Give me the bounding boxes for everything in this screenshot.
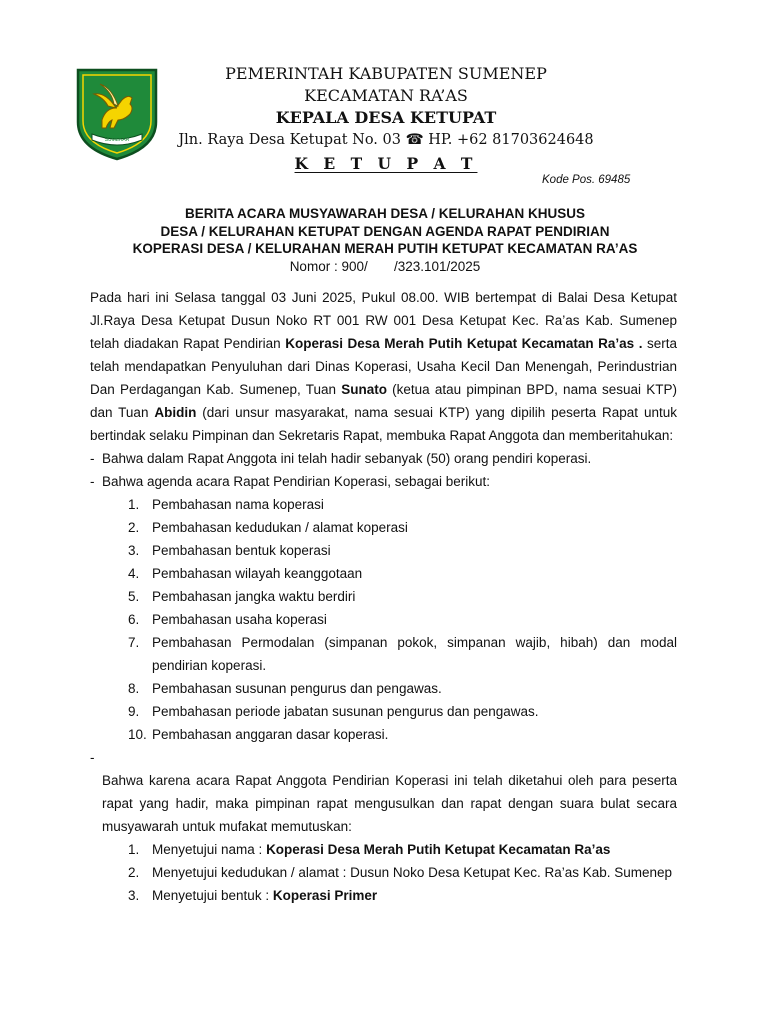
list-item [90, 608, 677, 631]
item-number: 7. [128, 635, 140, 650]
item-text: Pembahasan periode jabatan susunan pengurus dan pengawas. [152, 704, 539, 719]
item-text: Pembahasan wilayah keanggotaan [152, 566, 363, 581]
document-title [70, 205, 700, 276]
attendance-text: Bahwa dalam Rapat Anggota ini telah hadir sebanyak (50) orang pendiri koperasi. [102, 451, 592, 466]
item-number: 9. [128, 704, 140, 719]
item-number: 1. [128, 497, 140, 512]
list-item [90, 585, 677, 608]
item-number: 1. [128, 842, 140, 857]
chairman-name: Sunato [341, 382, 387, 397]
item-number: 3. [128, 543, 140, 558]
opening-text-c: serta telah mendapatkan Penyuluhan dari Dinas Koperasi, Usaha Kecil Dan Menengah, Perindustrian Dan Perdagangan Kab. Sumenep, Tuan [90, 336, 678, 397]
agenda-list [90, 493, 677, 746]
item-text: Pembahasan kedudukan / alamat koperasi [152, 520, 408, 535]
list-item [90, 884, 677, 907]
decision-value: Koperasi Primer [272, 888, 378, 903]
letterhead-address: Jln. Raya Desa Ketupat No. 03 ☎ HP. +62 81703624648 [178, 132, 594, 148]
title-line-2: DESA / KELURAHAN KETUPAT DENGAN AGENDA RAPAT PENDIRIAN [160, 223, 610, 239]
postal-code: Kode Pos. 69485 [542, 174, 631, 186]
secretary-name: Abidin [154, 405, 197, 420]
decision-list [90, 838, 677, 907]
list-item [90, 700, 677, 723]
opening-text-a: Pada hari ini Selasa tanggal 03 Juni 2025, Pukul 08.00. WIB bertempat di Balai Desa Ketupat Jl.Raya Desa Ketupat Dusun Noko RT 001 RW 001 Desa Ketupat Kec. Ra’as Kab. Sumenep telah diadakan Rapat Pendirian [90, 290, 677, 351]
letterhead-government: PEMERINTAH KABUPATEN SUMENEP [225, 64, 547, 83]
opening-text-e: (ketua atau pimpinan BPD, nama sesuai KTP) dan Tuan [90, 382, 678, 420]
item-number: 5. [128, 589, 140, 604]
document-number: Nomor : 900/ /323.101/2025 [289, 258, 481, 274]
item-text: Pembahasan anggaran dasar koperasi. [152, 727, 389, 742]
decision-label: Menyetujui nama : [152, 842, 267, 857]
list-item [90, 723, 677, 746]
item-number: 4. [128, 566, 140, 581]
item-text: Pembahasan Permodalan (simpanan pokok, simpanan wajib, hibah) dan modal pendirian koperasi. [152, 635, 677, 673]
dash-marker: - [90, 750, 95, 765]
list-item [90, 677, 677, 700]
list-item [90, 562, 677, 585]
decision-label: Menyetujui bentuk : [152, 888, 273, 903]
title-line-3: KOPERASI DESA / KELURAHAN MERAH PUTIH KETUPAT KECAMATAN RA’AS [132, 241, 638, 256]
cooperative-name: Koperasi Desa Merah Putih Ketupat Kecamatan Ra’as . [285, 336, 643, 351]
village-emblem-logo [72, 64, 162, 162]
item-number: 2. [128, 865, 140, 880]
item-text: Pembahasan jangka waktu berdiri [152, 589, 356, 604]
opening-text-g: (dari unsur masyarakat, nama sesuai KTP) yang dipilih peserta Rapat untuk bertindak selaku Pimpinan dan Sekretaris Rapat, membuka Rapat Anggota dan memberitahukan: [90, 405, 677, 443]
item-number: 2. [128, 520, 140, 535]
list-item [90, 838, 677, 861]
list-item [90, 631, 677, 677]
item-number: 8. [128, 681, 140, 696]
item-text: Pembahasan bentuk koperasi [152, 543, 331, 558]
item-number: 6. [128, 612, 140, 627]
dash-marker: - [90, 474, 95, 489]
bullet-agenda [90, 470, 677, 493]
opening-paragraph [90, 286, 677, 447]
item-text: Pembahasan usaha koperasi [152, 612, 327, 627]
bullet-decision [90, 746, 677, 769]
item-number: 10. [128, 727, 147, 742]
document-body [90, 286, 677, 907]
decision-value: Koperasi Desa Merah Putih Ketupat Kecamatan Ra’as [266, 842, 611, 857]
item-text: Pembahasan susunan pengurus dan pengawas. [152, 681, 442, 696]
dash-marker: - [90, 451, 95, 466]
list-item [90, 861, 677, 884]
list-item [90, 516, 677, 539]
decision-label: Menyetujui kedudukan / alamat : Dusun Noko Desa Ketupat Kec. Ra’as Kab. Sumenep [152, 865, 673, 880]
letterhead-office: KEPALA DESA KETUPAT [275, 108, 497, 127]
list-item [90, 493, 677, 516]
decision-intro: Bahwa karena acara Rapat Anggota Pendirian Koperasi ini telah diketahui oleh para peserta rapat yang hadir, maka pimpinan rapat mengusulkan dan rapat dengan suara bulat secara musyawarah untuk mufakat memutuskan: [102, 773, 677, 834]
title-line-1: BERITA ACARA MUSYAWARAH DESA / KELURAHAN KHUSUS [184, 206, 586, 221]
letterhead [168, 62, 604, 177]
bullet-attendance [90, 447, 677, 470]
agenda-intro-text: Bahwa agenda acara Rapat Pendirian Koperasi, sebagai berikut: [102, 474, 491, 489]
logo-motto: SUMEKAR [104, 137, 130, 143]
item-number: 3. [128, 888, 140, 903]
letterhead-village: K E T U P A T [294, 154, 478, 173]
letterhead-district: KECAMATAN RA’AS [304, 86, 468, 105]
list-item [90, 539, 677, 562]
item-text: Pembahasan nama koperasi [152, 497, 324, 512]
